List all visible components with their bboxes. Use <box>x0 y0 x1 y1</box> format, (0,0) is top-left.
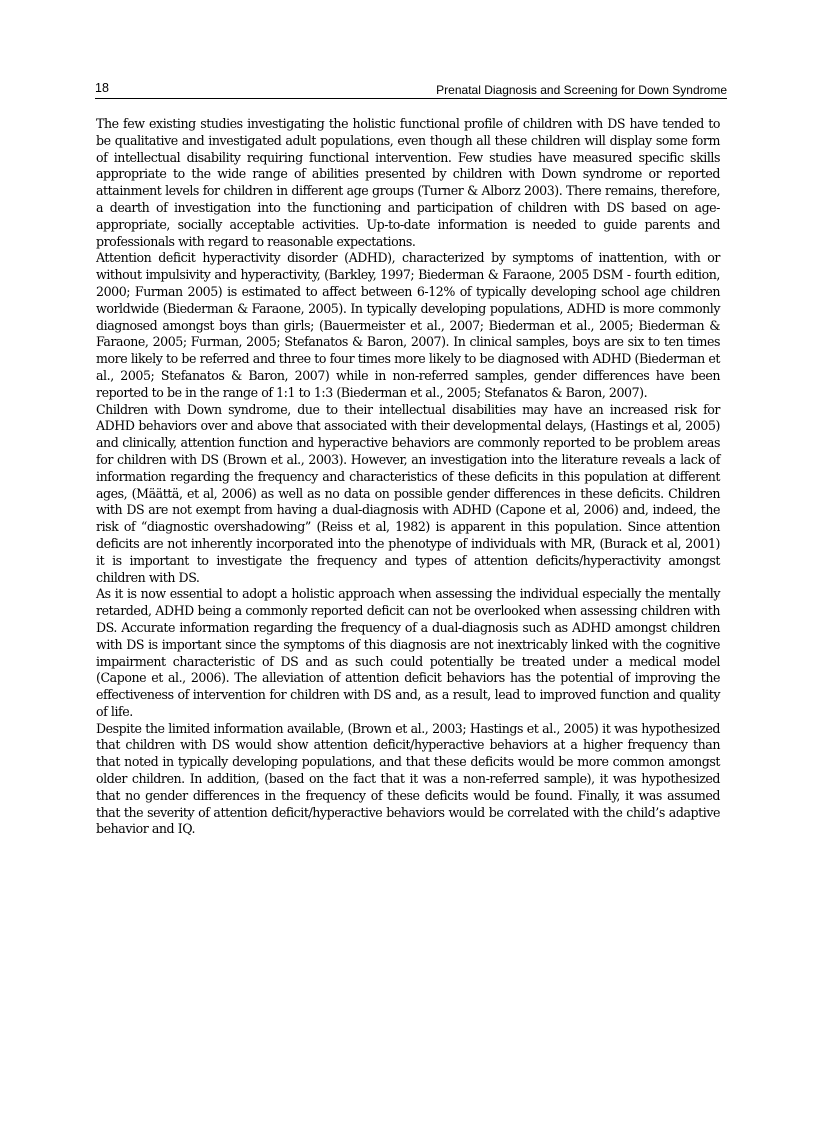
body-text <box>96 116 720 838</box>
paragraph-holistic-approach: As it is now essential to adopt a holistic approach when assessing the individual especially the mentally retarded, ADHD being a commonly reported deficit can not be overlooked when assessing children with DS. Accurate information regarding the frequency of a dual-diagnosis such as ADHD amongst children with DS is important since the symptoms of this diagnosis are not inextricably linked with the cognitive impairment characteristic of DS and as such could potentially be treated under a medical model (Capone et al., 2006). The alleviation of attention deficit behaviors has the potential of improving the effectiveness of intervention for children with DS and, as a result, lead to improved function and quality of life. <box>96 586 720 719</box>
running-title: Prenatal Diagnosis and Screening for Down Syndrome <box>436 83 727 97</box>
paragraph-adhd-definition: Attention deficit hyperactivity disorder (ADHD), characterized by symptoms of inattention, with or without impulsivity and hyperactivity, (Barkley, 1997; Biederman & Faraone, 2005 DSM - fourth edition, 2000; Furman 2005) is estimated to affect between 6-12% of typically developing school age children worldwide (Biederman & Faraone, 2005). In typically developing populations, ADHD is more commonly diagnosed amongst boys than girls; (Bauermeister et al., 2007; Biederman et al., 2005; Biederman & Faraone, 2005; Furman, 2005; Stefanatos & Baron, 2007). In clinical samples, boys are six to ten times more likely to be referred and three to four times more likely to be diagnosed with ADHD (Biederman et al., 2005; Stefanatos & Baron, 2007) while in non-referred samples, gender differences have been reported to be in the range of 1:1 to 1:3 (Biederman et al., 2005; Stefanatos & Baron, 2007). <box>96 250 720 400</box>
paragraph-intro: The few existing studies investigating the holistic functional profile of children with DS have tended to be qualitative and investigated adult populations, even though all these children will display some form of intellectual disability requiring functional intervention. Few studies have measured specific skills appropriate to the wide range of abilities presented by children with Down syndrome or reported attainment levels for children in different age groups (Turner & Alborz 2003). There remains, therefore, a dearth of investigation into the functioning and participation of children with DS based on age-appropriate, socially acceptable activities. Up-to-date information is needed to guide parents and professionals with regard to reasonable expectations. <box>96 116 720 249</box>
page-number: 18 <box>95 81 109 95</box>
paragraph-down-syndrome-risk: Children with Down syndrome, due to their intellectual disabilities may have an increased risk for ADHD behaviors over and above that associated with their developmental delays, (Hastings et al, 2005) and clinically, attention function and hyperactive behaviors are commonly reported to be problem areas for children with DS (Brown et al., 2003). However, an investigation into the literature reveals a lack of information regarding the frequency and characteristics of these deficits in this population at different ages, (Määttä, et al, 2006) as well as no data on possible gender differences in these deficits. Children with DS are not exempt from having a dual-diagnosis with ADHD (Capone et al, 2006) and, indeed, the risk of “diagnostic overshadowing” (Reiss et al, 1982) is apparent in this population. Since attention deficits are not inherently incorporated into the phenotype of individuals with MR, (Burack et al, 2001) it is important to investigate the frequency and types of attention deficits/hyperactivity amongst children with DS. <box>96 401 720 585</box>
page-header <box>95 80 727 99</box>
paragraph-hypotheses: Despite the limited information available, (Brown et al., 2003; Hastings et al., 2005) it was hypothesized that children with DS would show attention deficit/hyperactive behaviors at a higher frequency than that noted in typically developing populations, and that these deficits would be more common amongst older children. In addition, (based on the fact that it was a non-referred sample), it was hypothesized that no gender differences in the frequency of these deficits would be found. Finally, it was assumed that the severity of attention deficit/hyperactive behaviors would be correlated with the child’s adaptive behavior and IQ. <box>96 720 720 837</box>
